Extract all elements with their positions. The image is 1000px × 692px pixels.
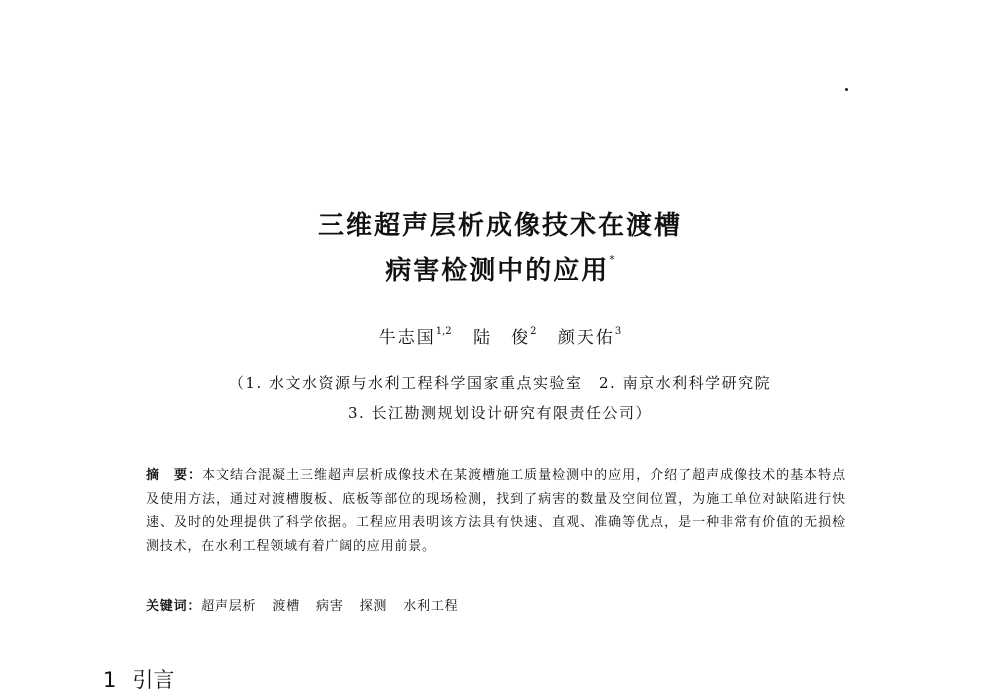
author-3 — [557, 326, 622, 348]
keyword: 病害 — [316, 599, 344, 614]
author-2-affiliation: 2 — [530, 326, 537, 337]
author-3-affiliation: 3 — [614, 326, 622, 337]
author-1-name: 牛志国 — [378, 328, 436, 348]
author-1-affiliation: 1,2 — [435, 326, 452, 337]
paper-title-line2 — [0, 253, 1000, 286]
abstract-text: 本文结合混凝土三维超声层析成像技术在某渡槽施工质量检测中的应用，介绍了超声成像技术的基本特点及使用方法，通过对渡槽腹板、底板等部位的现场检测，找到了病害的数量及空间位置，为施工单位对缺陷进行快速、及时的处理提供了科学依据。工程应用表明该方法具有快速、直观、准确等优点，是一种非常有价值的无损检测技术，在水利工程领域有着广阔的应用前景。 — [146, 468, 846, 554]
abstract-label: 摘 要： — [146, 468, 203, 483]
section-number: 1 — [103, 668, 117, 692]
section-heading — [103, 670, 174, 691]
keywords-label: 关键词： — [146, 599, 202, 614]
affiliation-line2: 3. 长江勘测规划设计研究有限责任公司） — [347, 404, 653, 422]
page-mark-dot — [845, 88, 848, 91]
title-footnote-mark: * — [609, 253, 615, 266]
keyword: 超声层析 — [201, 599, 257, 614]
keyword: 渡槽 — [272, 599, 301, 614]
keywords — [146, 600, 474, 613]
paper-title-line2-text: 病害检测中的应用 — [385, 256, 610, 286]
author-3-name: 颜天佑 — [557, 328, 615, 348]
keyword: 探测 — [359, 599, 388, 614]
author-2-name: 陆 俊 — [473, 328, 531, 348]
affiliation-line1: （1. 水文水资源与水利工程科学国家重点实验室 2. 南京水利科学研究院 — [228, 374, 772, 392]
keyword: 水利工程 — [403, 599, 459, 614]
abstract — [146, 464, 846, 558]
paper-title-line1: 三维超声层析成像技术在渡槽 — [317, 211, 682, 241]
section-title: 引言 — [132, 668, 175, 692]
author-list — [0, 326, 1000, 348]
author-2 — [473, 326, 537, 348]
author-1 — [378, 326, 452, 348]
